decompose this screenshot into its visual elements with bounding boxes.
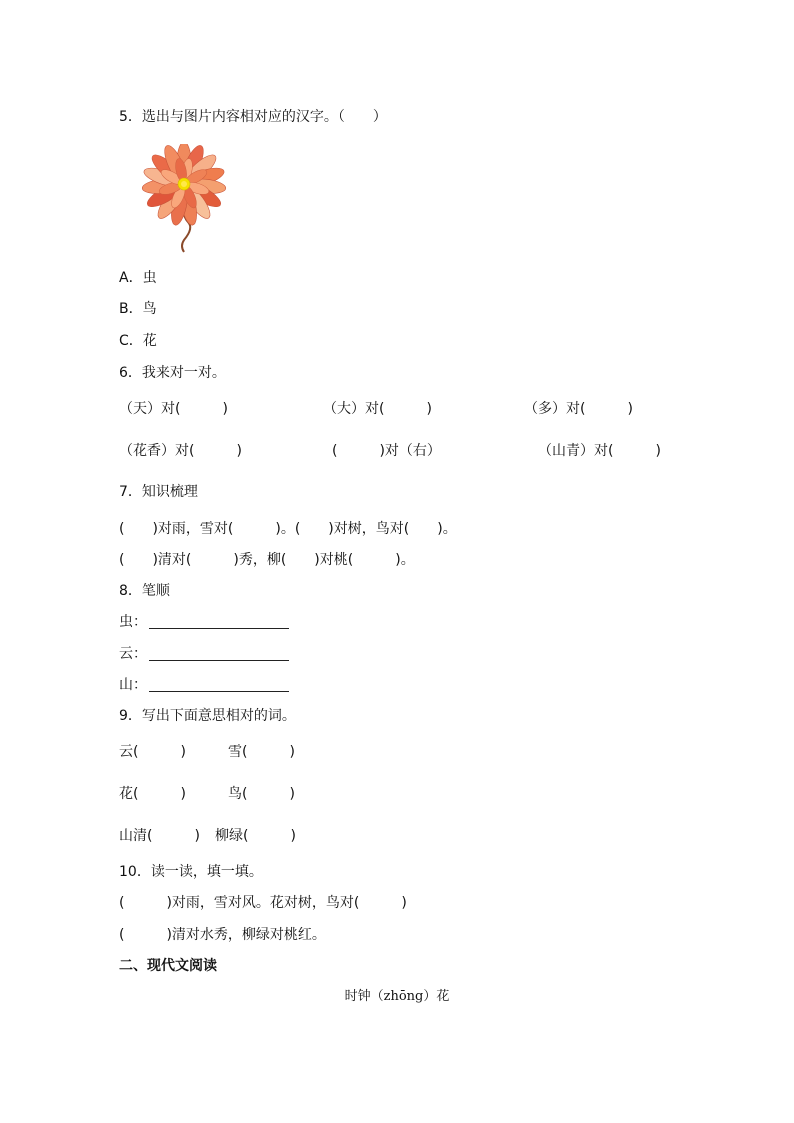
q5-option-a: A．虫 [119, 270, 157, 286]
q6-pair: （花香）对( ) [119, 443, 242, 459]
q7-title: 7．知识梳理 [119, 484, 198, 500]
q9-title: 9．写出下面意思相对的词。 [119, 708, 296, 724]
answer-blank-line[interactable] [149, 614, 289, 629]
q10-title: 10．读一读，填一填。 [119, 864, 263, 880]
q6-pair: ( )对（右） [332, 443, 441, 459]
q10-line-2: ( )清对水秀，柳绿对桃红。 [119, 927, 326, 943]
q9-word: 云( ) [119, 744, 186, 760]
q8-item-yun [119, 645, 289, 663]
q8-title: 8．笔顺 [119, 583, 170, 599]
q5-option-b: B．鸟 [119, 301, 157, 317]
q9-word: 雪( ) [228, 744, 295, 760]
q7-line-2: ( )清对( )秀，柳( )对桃( )。 [119, 552, 415, 568]
q5-option-c: C．花 [119, 333, 157, 349]
q6-pair: （大）对( ) [323, 401, 432, 417]
q7-line-1: ( )对雨，雪对( )。( )对树，鸟对( )。 [119, 521, 457, 537]
q10-line-1: ( )对雨，雪对风。花对树，鸟对( ) [119, 895, 407, 911]
q9-word: 柳绿( ) [215, 828, 296, 844]
q6-pair: （多）对( ) [524, 401, 633, 417]
q8-item-label: 山： [119, 677, 147, 693]
flower-icon [122, 144, 246, 256]
q6-pair: （山青）对( ) [538, 443, 661, 459]
q8-item-label: 虫： [119, 614, 147, 630]
q8-item-shan [119, 676, 289, 694]
q9-word: 花( ) [119, 786, 186, 802]
q9-word: 鸟( ) [228, 786, 295, 802]
section-heading: 二、现代文阅读 [119, 958, 217, 974]
q5-title: 5．选出与图片内容相对应的汉字。（ ） [119, 109, 387, 125]
q9-word: 山清( ) [119, 828, 200, 844]
passage-title: 时钟（zhōng）花 [344, 989, 450, 1004]
answer-blank-line[interactable] [149, 677, 289, 692]
q6-title: 6．我来对一对。 [119, 365, 226, 381]
answer-blank-line[interactable] [149, 646, 289, 661]
q6-pair: （天）对( ) [119, 401, 228, 417]
q8-item-chong [119, 613, 289, 631]
q8-item-label: 云： [119, 646, 147, 662]
